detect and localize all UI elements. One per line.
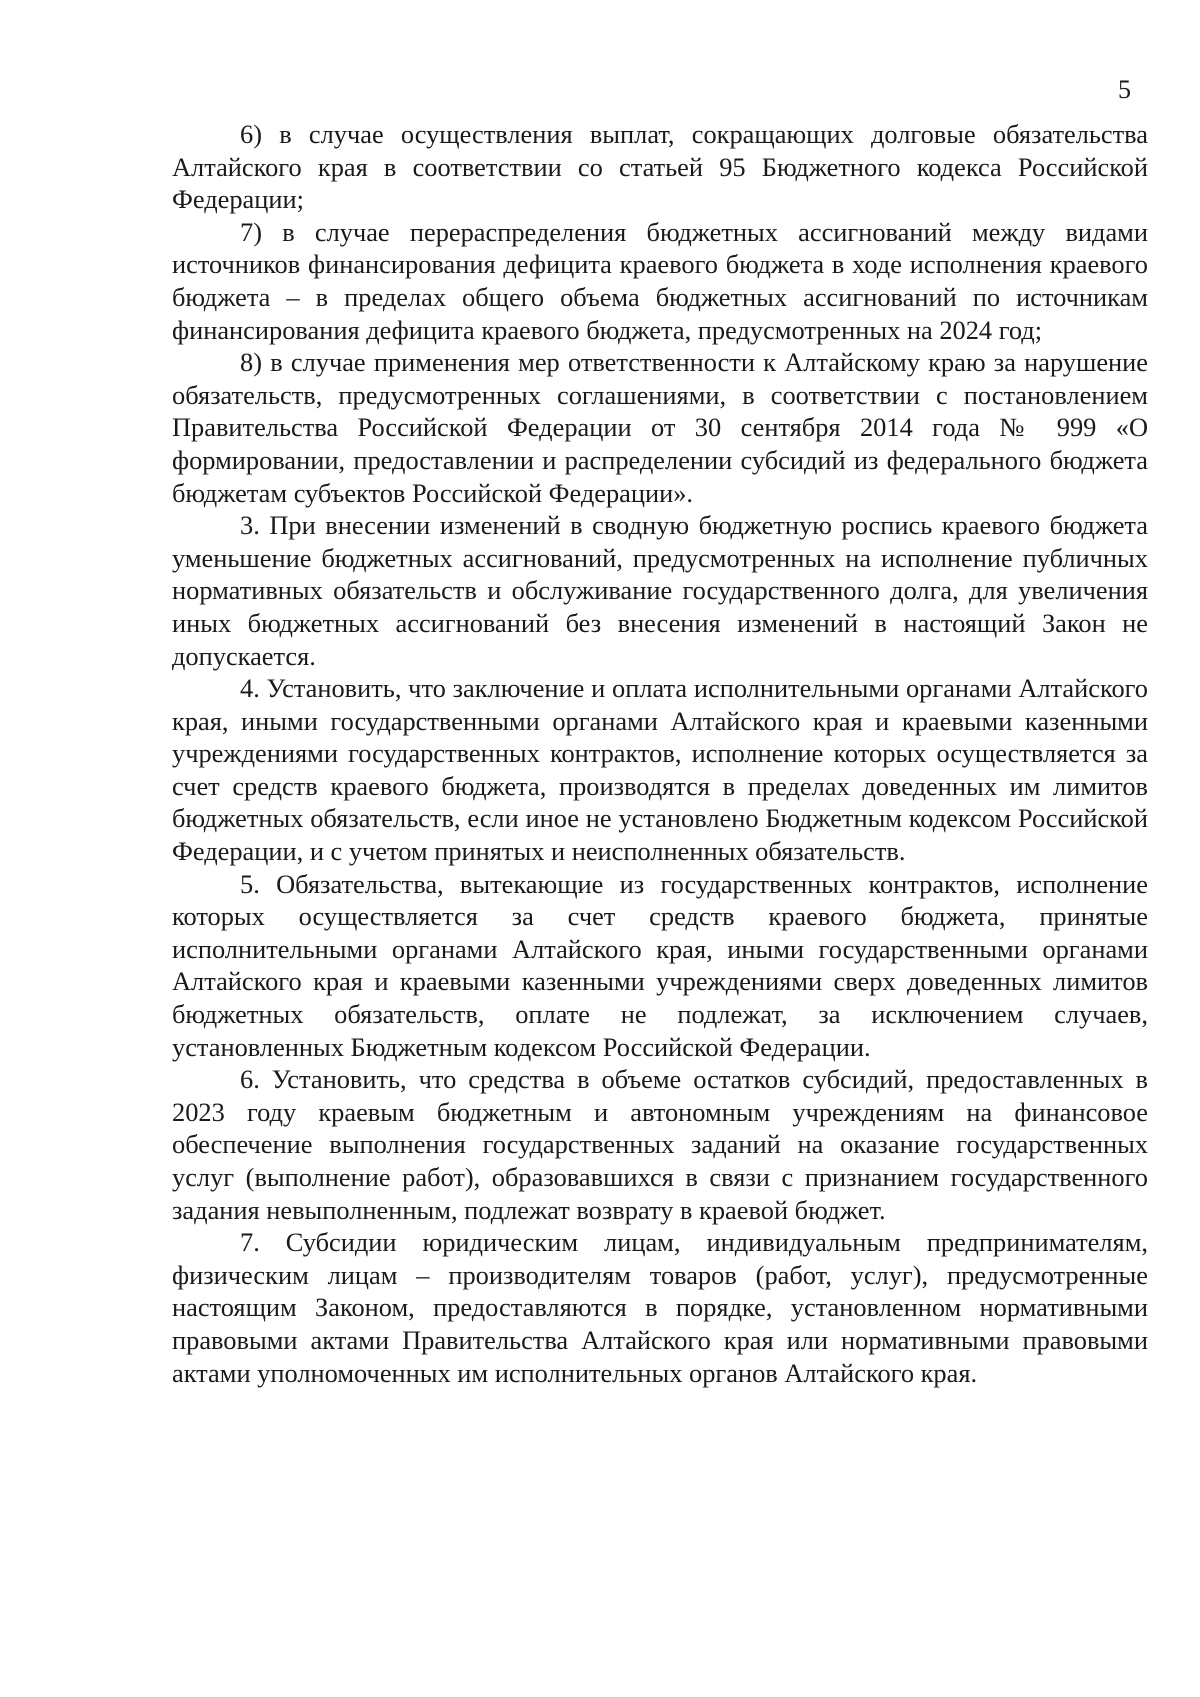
paragraph-section-4: 4. Установить, что заключение и оплата исполнительными органами Алтайского края, иными государственными органами Алтайского края и краевыми казенными учреждениями государственных контрактов, исполнение которых осуществляется за счет средств краевого бюджета, производятся в пределах доведенных им лимитов бюджетных обязательств, если иное не установлено Бюджетным кодексом Российской Федерации, и с учетом принятых и неисполненных обязательств.: [172, 673, 1148, 867]
paragraph-item-6: 6) в случае осуществления выплат, сокращающих долговые обязательства Алтайского края в соответствии со статьей 95 Бюджетного кодекса Российской Федерации;: [172, 119, 1148, 215]
paragraph-item-7: 7) в случае перераспределения бюджетных ассигнований между видами источников финансирования дефицита краевого бюджета в ходе исполнения краевого бюджета – в пределах общего объема бюджетных ассигнований по источникам финансирования дефицита краевого бюджета, предусмотренных на 2024 год;: [172, 216, 1148, 345]
paragraph-section-5: 5. Обязательства, вытекающие из государственных контрактов, исполнение которых осуществляется за счет средств краевого бюджета, принятые исполнительными органами Алтайского края, иными государственными органами Алтайского края и краевыми казенными учреждениями сверх доведенных лимитов бюджетных обязательств, оплате не подлежат, за исключением случаев, установленных Бюджетным кодексом Российской Федерации.: [172, 868, 1148, 1062]
paragraph-section-6: 6. Установить, что средства в объеме остатков субсидий, предоставленных в 2023 году краевым бюджетным и автономным учреждениям на финансовое обеспечение выполнения государственных заданий на оказание государственных услуг (выполнение работ), образовавшихся в связи с признанием государственного задания невыполненным, подлежат возврату в краевой бюджет.: [172, 1064, 1148, 1225]
paragraph-section-3: 3. При внесении изменений в сводную бюджетную роспись краевого бюджета уменьшение бюджетных ассигнований, предусмотренных на исполнение публичных нормативных обязательств и обслуживание государственного долга, для увеличения иных бюджетных ассигнований без внесения изменений в настоящий Закон не допускается.: [172, 510, 1148, 671]
paragraph-section-7: 7. Субсидии юридическим лицам, индивидуальным предпринимателям, физическим лицам – производителям товаров (работ, услуг), предусмотренные настоящим Законом, предоставляются в порядке, установленном нормативными правовыми актами Правительства Алтайского края или нормативными правовыми актами уполномоченных им исполнительных органов Алтайского края.: [172, 1227, 1148, 1388]
paragraph-item-8: 8) в случае применения мер ответственности к Алтайскому краю за нарушение обязательств, предусмотренных соглашениями, в соответствии с постановлением Правительства Российской Федерации от 30 сентября 2014 года № 999 «О формировании, предоставлении и распределении субсидий из федерального бюджета бюджетам субъектов Российской Федерации».: [172, 347, 1148, 508]
document-body: [172, 118, 1148, 1389]
page-number: 5: [1118, 75, 1131, 104]
